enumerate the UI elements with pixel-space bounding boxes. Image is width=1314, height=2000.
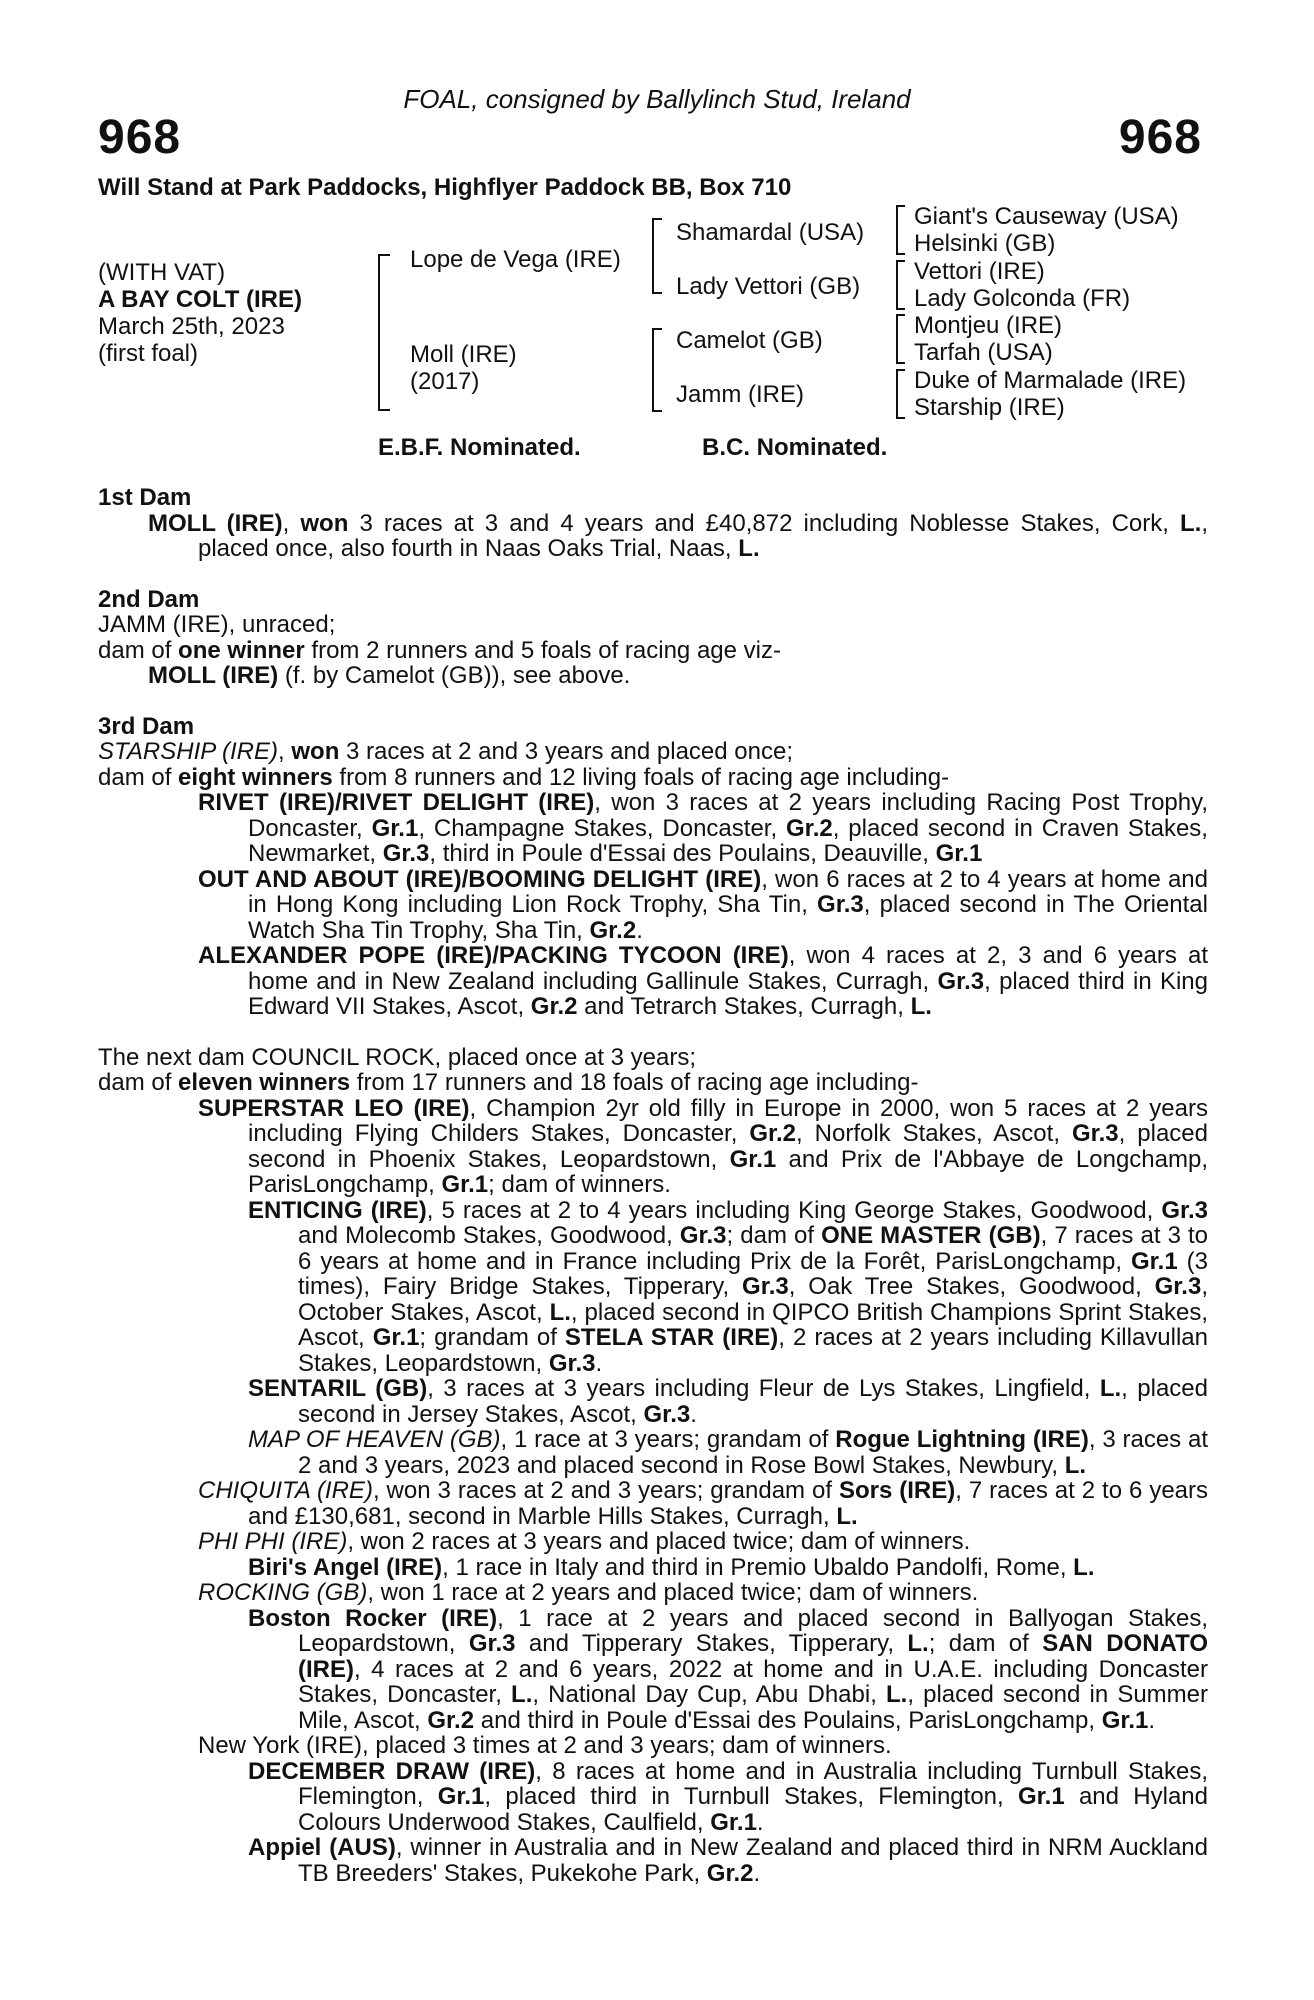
pedigree-brace [378, 254, 390, 411]
consignor-line: FOAL, consigned by Ballylinch Stud, Ireland [403, 84, 911, 114]
pedigree-brace [896, 314, 905, 364]
date-of-birth: March 25th, 2023 [98, 313, 285, 340]
produce-rivet: RIVET (IRE)/RIVET DELIGHT (IRE), won 3 races at 2 years including Racing Post Trophy, Doncaster, Gr.1, Champagne Stakes, Doncaster, Gr.2, placed second in Craven Stakes, Newmarket, Gr.3, third in Poule d'Essai des Poulains, Deauville, Gr.1 [198, 789, 1208, 867]
pedigree-g3: Vettori (IRE) [914, 258, 1045, 285]
produce-december-draw: DECEMBER DRAW (IRE), 8 races at home and in Australia including Turnbull Stakes, Flemington, Gr.1, placed third in Turnbull Stakes, Flemington, Gr.1 and Hyland Colours Underwood Stakes, Caulfield, Gr.1. [248, 1757, 1208, 1836]
produce-superstar-leo: SUPERSTAR LEO (IRE), Champion 2yr old filly in Europe in 2000, won 5 races at 2 years including Flying Childers Stakes, Doncaster, Gr.2, Norfolk Stakes, Ascot, Gr.3, placed second in Phoenix Stakes, Leopardstown, Gr.1 and Prix de l'Abbaye de Longchamp, ParisLongchamp, Gr.1; dam of winners. [198, 1094, 1209, 1198]
second-dam-line: JAMM (IRE), unraced; [98, 611, 336, 638]
pedigree-g6: Tarfah (USA) [914, 339, 1053, 366]
sire-dam: Lady Vettori (GB) [676, 273, 861, 300]
third-dam-heading: 3rd Dam [98, 712, 195, 740]
foal-note: (first foal) [98, 340, 199, 367]
pedigree-g4: Lady Golconda (FR) [914, 285, 1131, 312]
produce-boston-rocker: Boston Rocker (IRE), 1 race at 2 years and placed second in Ballyogan Stakes, Leopardstown, Gr.3 and Tipperary Stakes, Tipperary, L.; dam of SAN DONATO (IRE), 4 races at 2 and 6 years, 2022 at home and in U.A.E. including Doncaster Stakes, Doncaster, L., National Day Cup, Abu Dhabi, L., placed second in Summer Mile, Ascot, Gr.2 and third in Poule d'Essai des Poulains, ParisLongchamp, Gr.1. [248, 1604, 1208, 1734]
third-dam-produce: dam of eight winners from 8 runners and 12 living foals of racing age including- [98, 763, 950, 791]
catalogue-body [98, 485, 1208, 1886]
lot-number-right: 968 [1118, 111, 1202, 164]
second-dam-produce: dam of one winner from 2 runners and 5 foals of racing age viz- [98, 636, 781, 664]
next-dam-produce: dam of eleven winners from 17 runners and 18 foals of racing age including- [98, 1069, 919, 1096]
horse-name: A BAY COLT (IRE) [98, 286, 303, 313]
lot-number-left: 968 [98, 111, 182, 164]
stand-location: Will Stand at Park Paddocks, Highflyer Paddock BB, Box 710 [98, 174, 792, 201]
first-dam-heading: 1st Dam [98, 484, 192, 511]
sire-sire: Shamardal (USA) [676, 219, 865, 246]
next-dam-line: The next dam COUNCIL ROCK, placed once at 3 years; [98, 1043, 697, 1071]
bc-nominated: B.C. Nominated. [702, 434, 888, 461]
vat-note: (WITH VAT) [98, 259, 226, 286]
sire: Lope de Vega (IRE) [410, 246, 621, 273]
pedigree-g7: Duke of Marmalade (IRE) [914, 367, 1187, 394]
produce-rocking: ROCKING (GB), won 1 race at 2 years and placed twice; dam of winners. [198, 1579, 979, 1606]
produce-out-and-about: OUT AND ABOUT (IRE)/BOOMING DELIGHT (IRE), won 6 races at 2 to 4 years at home and in Hong Kong including Lion Rock Trophy, Sha Tin, Gr.3, placed second in The Oriental Watch Sha Tin Trophy, Sha Tin, Gr.2. [198, 865, 1208, 944]
first-dam-entry: MOLL (IRE), won 3 races at 3 and 4 years and £40,872 including Noblesse Stakes, Cork, L., placed once, also fourth in Naas Oaks Trial, Naas, L. [148, 509, 1208, 562]
produce-chiquita: CHIQUITA (IRE), won 3 races at 2 and 3 years; grandam of Sors (IRE), 7 races at 2 to 6 years and £130,681, second in Marble Hills Stakes, Curragh, L. [198, 1477, 1209, 1530]
pedigree-g5: Montjeu (IRE) [914, 312, 1063, 339]
pedigree-g1: Giant's Causeway (USA) [914, 203, 1179, 230]
dam-dam: Jamm (IRE) [676, 381, 804, 408]
produce-phi-phi: PHI PHI (IRE), won 2 races at 3 years and placed twice; dam of winners. [198, 1528, 971, 1555]
second-dam-heading: 2nd Dam [98, 585, 200, 613]
pedigree-brace [896, 369, 905, 419]
produce-alexander-pope: ALEXANDER POPE (IRE)/PACKING TYCOON (IRE), won 4 races at 2, 3 and 6 years at home and in New Zealand including Gallinule Stakes, Curragh, Gr.3, placed third in King Edward VII Stakes, Ascot, Gr.2 and Tetrarch Stakes, Curragh, L. [198, 942, 1208, 1020]
produce-sentaril: SENTARIL (GB), 3 races at 3 years including Fleur de Lys Stakes, Lingfield, L., placed second in Jersey Stakes, Ascot, Gr.3. [248, 1375, 1208, 1428]
produce-enticing: ENTICING (IRE), 5 races at 2 to 4 years including King George Stakes, Goodwood, Gr.3 and Molecomb Stakes, Goodwood, Gr.3; dam of ONE MASTER (GB), 7 races at 3 to 6 years at home and in France including Prix de la Forêt, ParisLongchamp, Gr.1 (3 times), Fairy Bridge Stakes, Tipperary, Gr.3, Oak Tree Stakes, Goodwood, Gr.3, October Stakes, Ascot, L., placed second in QIPCO British Champions Sprint Stakes, Ascot, Gr.1; grandam of STELA STAR (IRE), 2 races at 2 years including Killavullan Stakes, Leopardstown, Gr.3. [248, 1196, 1209, 1377]
dam-year: (2017) [410, 368, 480, 395]
dam-sire: Camelot (GB) [676, 327, 823, 354]
produce-appiel: Appiel (AUS), winner in Australia and in New Zealand and placed third in NRM Auckland TB Breeders' Stakes, Pukekohe Park, Gr.2. [248, 1834, 1208, 1887]
pedigree-brace [896, 260, 905, 310]
produce-map-of-heaven: MAP OF HEAVEN (GB), 1 race at 3 years; grandam of Rogue Lightning (IRE), 3 races at 2 and 3 years, 2023 and placed second in Rose Bowl Stakes, Newbury, L. [248, 1426, 1209, 1479]
produce-new-york: New York (IRE), placed 3 times at 2 and 3 years; dam of winners. [198, 1732, 892, 1759]
pedigree-brace [896, 205, 905, 255]
pedigree-brace [652, 328, 662, 412]
produce-biris-angel: Biri's Angel (IRE), 1 race in Italy and third in Premio Ubaldo Pandolfi, Rome, L. [248, 1553, 1095, 1581]
dam: Moll (IRE) [410, 341, 517, 368]
pedigree-g8: Starship (IRE) [914, 394, 1065, 421]
pedigree-g2: Helsinki (GB) [914, 230, 1056, 257]
second-dam-foal: MOLL (IRE) (f. by Camelot (GB)), see above. [148, 662, 631, 689]
ebf-nominated: E.B.F. Nominated. [378, 434, 581, 461]
third-dam-line: STARSHIP (IRE), won 3 races at 2 and 3 years and placed once; [98, 738, 793, 765]
pedigree-brace [652, 218, 662, 294]
